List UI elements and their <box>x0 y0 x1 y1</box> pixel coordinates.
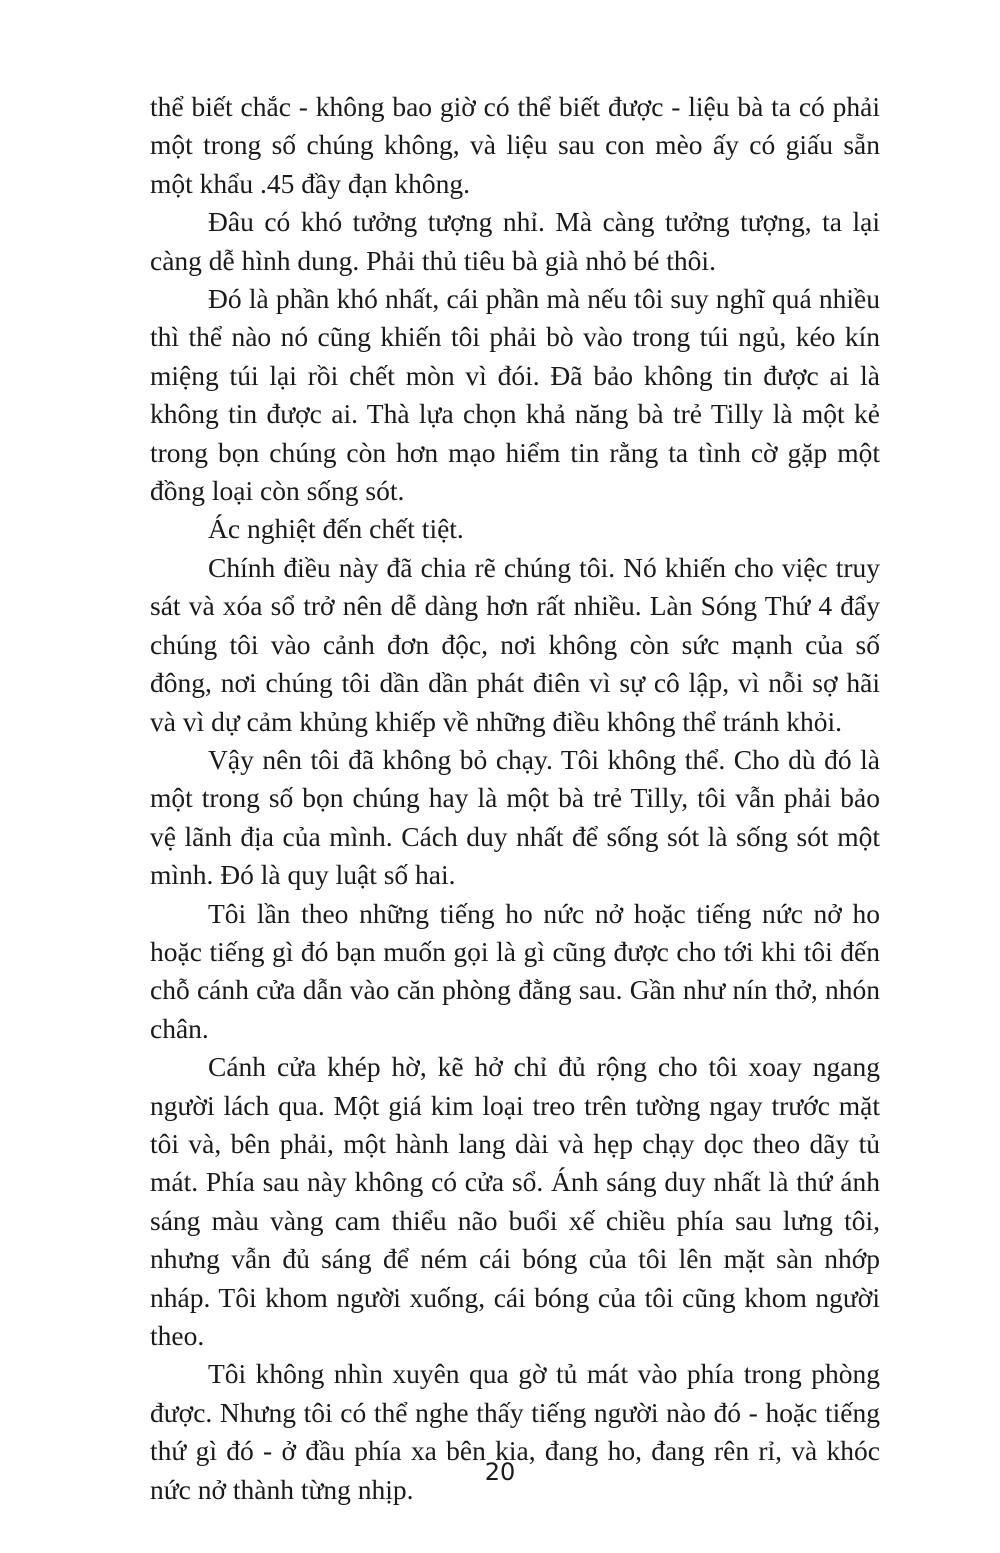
paragraph: Vậy nên tôi đã không bỏ chạy. Tôi không thể. Cho dù đó là một trong số bọn chúng hay là một bà trẻ Tilly, tôi vẫn phải bảo vệ lãnh địa của mình. Cách duy nhất để sống sót là sống sót một mình. Đó là quy luật số hai. <box>150 743 880 891</box>
paragraph: Đó là phần khó nhất, cái phần mà nếu tôi suy nghĩ quá nhiều thì thể nào nó cũng khiến tôi phải bò vào trong túi ngủ, kéo kín miệng túi lại rồi chết mòn vì đói. Đã bảo không tin được ai là không tin được ai. Thà lựa chọn khả năng bà trẻ Tilly là một kẻ trong bọn chúng còn hơn mạo hiểm tin rằng ta tình cờ gặp một đồng loại còn sống sót. <box>150 283 880 507</box>
paragraph: Cánh cửa khép hờ, kẽ hở chỉ đủ rộng cho tôi xoay ngang người lách qua. Một giá kim loại treo trên tường ngay trước mặt tôi và, bên phải, một hành lang dài và hẹp chạy dọc theo dãy tủ mát. Phía sau này không có cửa sổ. Ánh sáng duy nhất là thứ ánh sáng màu vàng cam thiểu não buổi xế chiều phía sau lưng tôi, nhưng vẫn đủ sáng để ném cái bóng của tôi lên mặt sàn nhớp nháp. Tôi khom người xuống, cái bóng của tôi cũng khom người theo. <box>150 1051 880 1351</box>
body-text <box>150 88 880 1509</box>
paragraph: Ác nghiệt đến chết tiệt. <box>208 513 464 545</box>
paragraph: Tôi lần theo những tiếng ho nức nở hoặc tiếng nức nở ho hoặc tiếng gì đó bạn muốn gọi là gì cũng được cho tới khi tôi đến chỗ cánh cửa dẫn vào căn phòng đằng sau. Gần như nín thở, nhón chân. <box>150 897 880 1044</box>
paragraph: Đâu có khó tưởng tượng nhỉ. Mà càng tưởng tượng, ta lại càng dễ hình dung. Phải thủ tiêu bà già nhỏ bé thôi. <box>150 206 880 276</box>
paragraph: Chính điều này đã chia rẽ chúng tôi. Nó khiến cho việc truy sát và xóa sổ trở nên dễ dàng hơn rất nhiều. Làn Sóng Thứ 4 đẩy chúng tôi vào cảnh đơn độc, nơi không còn sức mạnh của số đông, nơi chúng tôi dần dần phát điên vì sự cô lập, vì nỗi sợ hãi và vì dự cảm khủng khiếp về những điều không thể tránh khỏi. <box>150 551 880 737</box>
paragraph-continued: thể biết chắc - không bao giờ có thể biết được - liệu bà ta có phải một trong số chúng không, và liệu sau con mèo ấy có giấu sẵn một khẩu .45 đầy đạn không. <box>150 91 880 199</box>
page-number: 20 <box>484 1458 516 1486</box>
paragraph: Tôi không nhìn xuyên qua gờ tủ mát vào phía trong phòng được. Nhưng tôi có thể nghe thấy tiếng người nào đó - hoặc tiếng thứ gì đó - ở đầu phía xa bên kia, đang ho, đang rên rỉ, và khóc nức nở thành từng nhịp. <box>150 1358 880 1505</box>
